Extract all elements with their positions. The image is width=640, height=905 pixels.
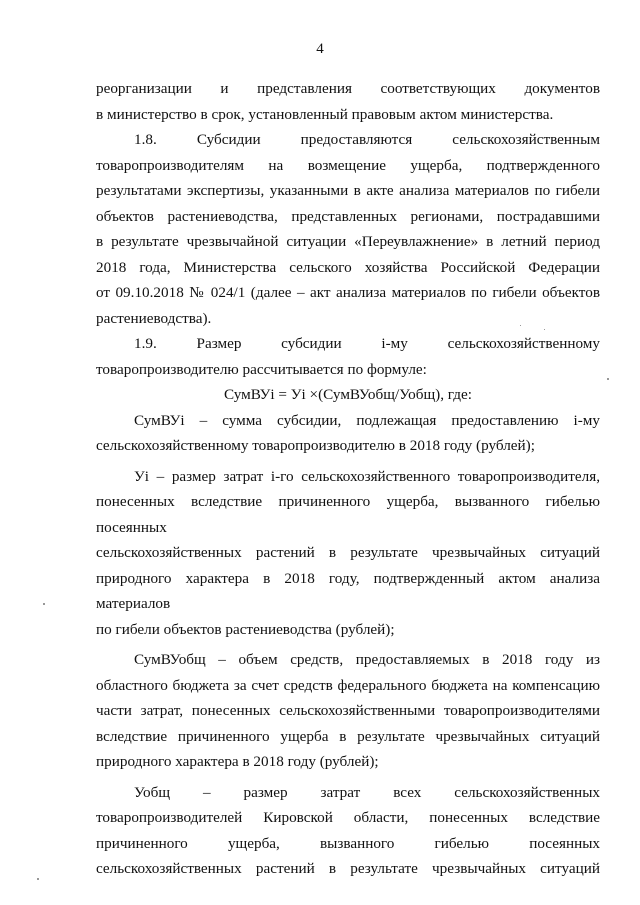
text-line: понесенных вследствие причиненного ущерба, вызванного гибелью посеянных — [96, 493, 600, 536]
definition-uobsch: Уобщ – размер затрат всех сельскохозяйственных — [134, 783, 600, 801]
scan-speck — [37, 878, 39, 880]
document-body — [96, 76, 600, 882]
text-line: 2018 года, Министерства сельского хозяйства Российской Федерации — [96, 258, 600, 276]
text-line: сельскохозяйственному товаропроизводителю в 2018 году (рублей); — [96, 437, 535, 454]
text-line: в результате чрезвычайной ситуации «Переувлажнение» в летний период — [96, 233, 600, 250]
scan-speck — [544, 329, 545, 330]
paragraph-1-9-heading: 1.9. Размер субсидии i-му сельскохозяйственному — [134, 335, 600, 352]
text-line: областного бюджета за счет средств федерального бюджета на компенсацию — [96, 676, 600, 694]
scan-speck — [43, 603, 45, 605]
text-line: причиненного ущерба, вызванного гибелью посеянных — [96, 834, 600, 852]
text-line: результатами экспертизы, указанными в акте анализа материалов по гибели — [96, 182, 600, 199]
definition-sumvui: СумВУi – сумма субсидии, подлежащая предоставлению i-му — [134, 411, 600, 429]
definition-sumvuobsch: СумВУобщ – объем средств, предоставляемых в 2018 году из — [134, 651, 600, 668]
text-line: по гибели объектов растениеводства (рублей); — [96, 620, 395, 638]
text-line: объектов растениеводства, представленных регионами, пострадавшими — [96, 207, 600, 225]
text-line: сельскохозяйственных растений в результате чрезвычайных ситуаций — [96, 860, 600, 877]
formula: СумВУi = Уi ×(СумВУобщ/Уобщ), где: — [224, 386, 472, 403]
scan-speck — [607, 378, 609, 380]
text-line: товаропроизводителям на возмещение ущерба, подтвержденного — [96, 156, 600, 174]
text-line: природного характера в 2018 году, подтвержденный актом анализа материалов — [96, 569, 600, 612]
text-line: товаропроизводителю рассчитывается по формуле: — [96, 360, 427, 378]
text-line: в министерство в срок, установленный правовым актом министерства. — [96, 105, 554, 123]
text-line: вследствие причиненного ущерба в результате чрезвычайных ситуаций — [96, 727, 600, 745]
text-line: части затрат, понесенных сельскохозяйственными товаропроизводителями — [96, 702, 600, 719]
page-number: 4 — [316, 41, 324, 57]
text-line: природного характера в 2018 году (рублей); — [96, 753, 379, 770]
paragraph-1-8-heading: 1.8. Субсидии предоставляются сельскохозяйственным — [134, 131, 600, 148]
text-line: растениеводства). — [96, 309, 212, 327]
scan-speck — [520, 325, 521, 326]
text-line: от 09.10.2018 № 024/1 (далее – акт анализа материалов по гибели объектов — [96, 284, 600, 301]
definition-ui: Уi – размер затрат i-го сельскохозяйственного товаропроизводителя, — [134, 467, 600, 485]
text-line: товаропроизводителей Кировской области, понесенных вследствие — [96, 809, 600, 826]
text-line: реорганизации и представления соответствующих документов — [96, 80, 600, 97]
text-line: сельскохозяйственных растений в результате чрезвычайных ситуаций — [96, 544, 600, 561]
